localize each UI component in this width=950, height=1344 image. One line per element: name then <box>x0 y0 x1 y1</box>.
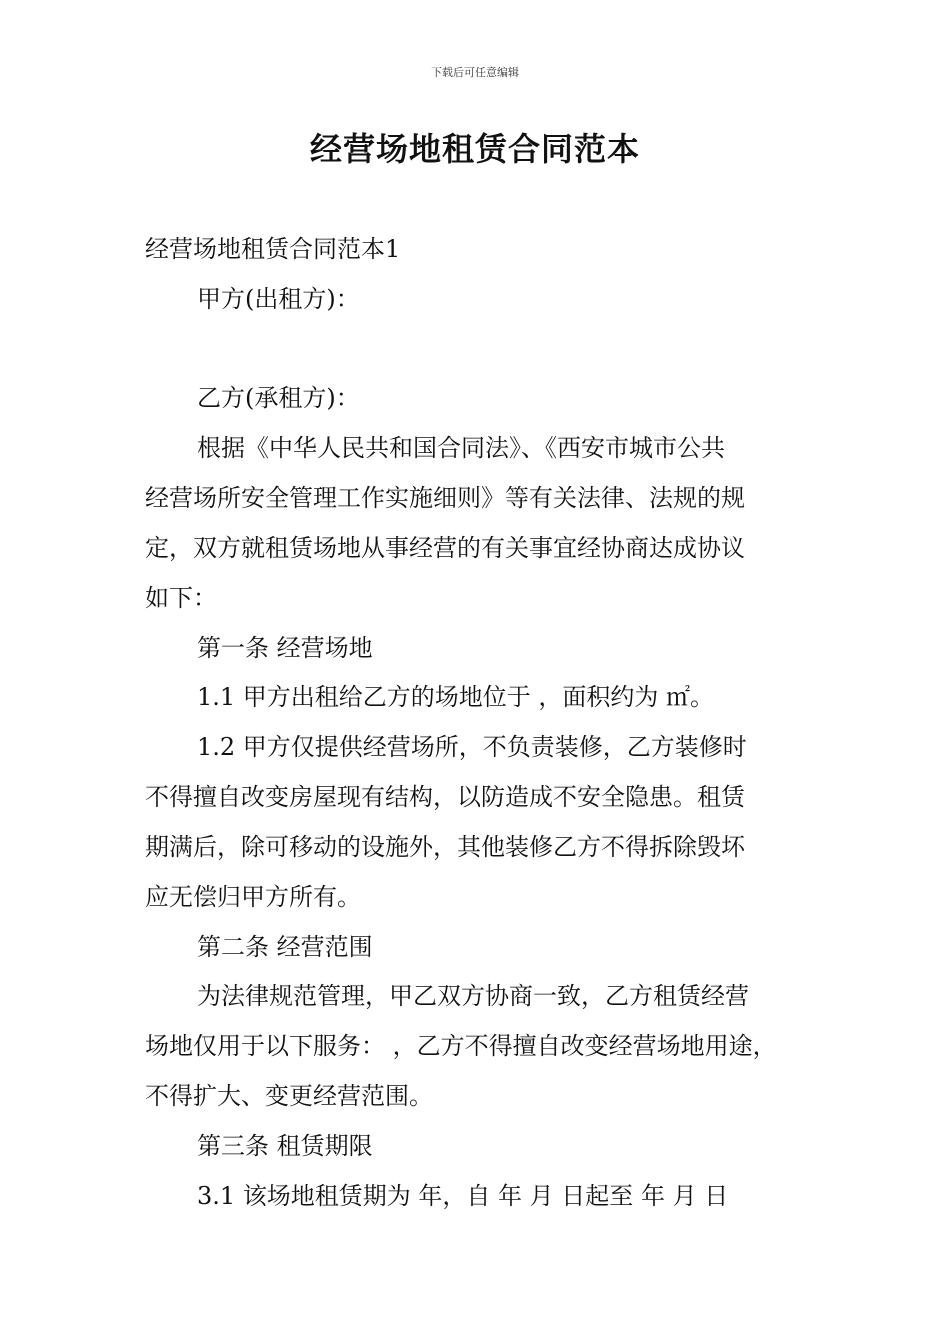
party-a-label: 甲方(出租方)： <box>197 285 360 313</box>
body-line: 场地仅用于以下服务： ，乙方不得擅自改变经营场地用途， <box>145 1032 777 1060</box>
body-line: 定，双方就租赁场地从事经营的有关事宜经协商达成协议 <box>145 534 745 562</box>
header-note: 下载后可任意编辑 <box>431 66 519 79</box>
article-heading: 第二条 经营范围 <box>197 933 373 961</box>
body-line: 不得扩大、变更经营范围。 <box>145 1082 433 1110</box>
body-line: 经营场所安全管理工作实施细则》等有关法律、法规的规 <box>145 484 745 512</box>
clause-line: 1.2 甲方仅提供经营场所，不负责装修，乙方装修时 <box>197 733 747 761</box>
body-line: 如下： <box>145 584 217 612</box>
body-line: 根据《中华人民共和国合同法》、《西安市城市公共 <box>197 434 725 462</box>
article-heading: 第一条 经营场地 <box>197 634 373 662</box>
article-heading: 第三条 租赁期限 <box>197 1132 373 1160</box>
body-line: 应无偿归甲方所有。 <box>145 883 361 911</box>
body-line: 期满后，除可移动的设施外，其他装修乙方不得拆除毁坏 <box>145 833 745 861</box>
clause-line: 3.1 该场地租赁期为 年，自 年 月 日起至 年 月 日 <box>197 1182 729 1210</box>
document-title: 经营场地租赁合同范本 <box>309 130 640 168</box>
body-line: 不得擅自改变房屋现有结构，以防造成不安全隐患。租赁 <box>145 783 745 811</box>
clause-line: 1.1 甲方出租给乙方的场地位于 ，面积约为 ㎡。 <box>197 683 715 711</box>
body-line: 为法律规范管理，甲乙双方协商一致，乙方租赁经营 <box>197 982 749 1010</box>
section-heading: 经营场地租赁合同范本1 <box>145 235 401 263</box>
party-b-label: 乙方(承租方)： <box>197 384 360 412</box>
